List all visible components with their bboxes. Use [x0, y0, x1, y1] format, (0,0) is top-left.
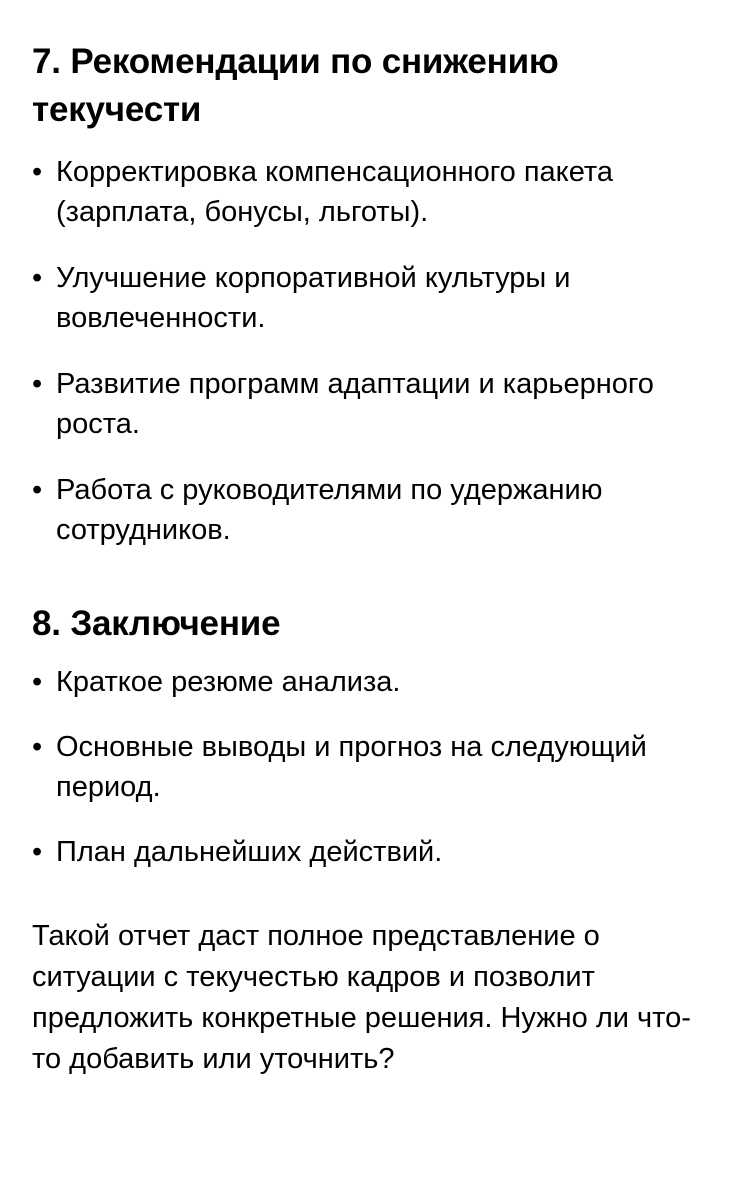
- list-item: [32, 662, 708, 702]
- bullet-icon: •: [32, 262, 43, 294]
- section-heading-recommendations: 7. Рекомендации по снижению текучести: [32, 42, 559, 129]
- list-item-text: Корректировка компенсационного пакета (зарплата, бонусы, льготы).: [56, 156, 613, 228]
- list-item: [32, 832, 708, 872]
- bullet-icon: •: [32, 731, 43, 763]
- list-item-text: План дальнейших действий.: [56, 836, 443, 868]
- list-item: [32, 470, 708, 550]
- list-item: [32, 364, 708, 444]
- bullet-icon: •: [32, 156, 43, 188]
- list-item: [32, 258, 708, 338]
- section-heading-conclusion: 8. Заключение: [32, 604, 281, 643]
- list-item-text: Работа с руководителями по удержанию сотрудников.: [56, 474, 603, 546]
- bullet-icon: •: [32, 666, 43, 698]
- list-item: [32, 152, 708, 232]
- conclusion-list: [32, 662, 708, 872]
- list-item-text: Развитие программ адаптации и карьерного роста.: [56, 368, 654, 440]
- recommendations-list: [32, 152, 708, 550]
- bullet-icon: •: [32, 474, 43, 506]
- bullet-icon: •: [32, 836, 43, 868]
- bullet-icon: •: [32, 368, 43, 400]
- closing-paragraph: Такой отчет даст полное представление о ситуации с текучестью кадров и позволит предложить конкретные решения. Нужно ли что-то добавить или уточнить?: [32, 920, 691, 1075]
- list-item-text: Краткое резюме анализа.: [56, 666, 401, 698]
- list-item: [32, 727, 708, 807]
- list-item-text: Основные выводы и прогноз на следующий период.: [56, 731, 647, 803]
- list-item-text: Улучшение корпоративной культуры и вовлеченности.: [56, 262, 571, 334]
